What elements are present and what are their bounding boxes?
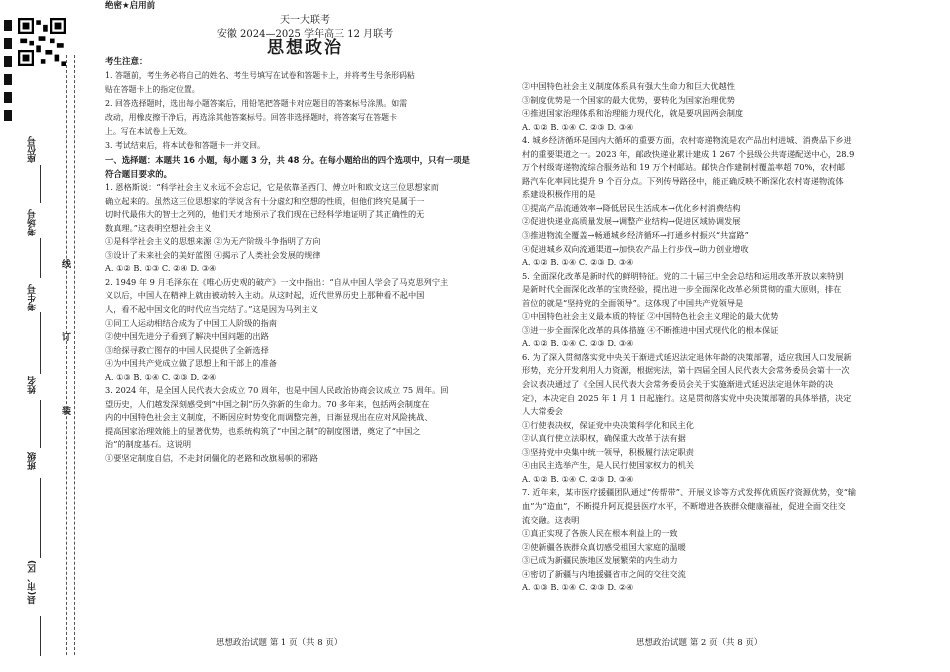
page-footer-right: 思想政治试题 第 2 页（共 8 页） [636, 638, 763, 648]
section-title-cont: 符合题目要求的。 [105, 169, 172, 180]
question-line: 提高国家治理效能上的显著优势，也系统构筑了“中国之制”的制度图谱，奠定了“中国之 [105, 425, 421, 436]
question-line: 定》，本决定自 2025 年 1 月 1 日起施行。这是贯彻落实党中央决策部署的具体举措，决定 [522, 392, 852, 403]
question-line: 4. 城乡经济循环是国内大循环的重要方面，农村寄递物流是农产品出村进城、消费品下乡进 [522, 135, 852, 146]
question-line: 7. 近年来，某市医疗援疆团队通过“传帮带”、开展义诊等方式发挥优质医疗资源优势，变“输 [522, 487, 857, 498]
note-line: 2. 回答选择题时，选出每小题答案后，用铅笔把答题卡对应题目的答案标号涂黑。如需 [105, 99, 407, 109]
note-line: 贴在答题卡上的指定位置。 [105, 85, 200, 95]
page-footer-left: 思想政治试题 第 1 页（共 8 页） [216, 638, 343, 648]
cut-mark-bind: 订 [62, 333, 72, 343]
notes-title: 考生注意： [105, 57, 148, 68]
exam-title: 安徽 2024—2025 学年高三 12 月联考 [216, 28, 394, 40]
name-label: 姓名 [28, 376, 38, 394]
cut-mark-fix: 装 [62, 407, 72, 417]
question-line: ④推进国家治理体系和治理能力现代化，就是要巩固两会制度 [522, 108, 744, 119]
question-line: 路汽车化率同比提升 9 个百分点。下列传导路径中，能正确反映不断深化农村寄递物流体 [522, 175, 844, 186]
question-line: 切时代最伟大的智士之列的，他们天才地预示了我们现在已经科学地证明了其正确性的无 [105, 209, 425, 220]
seat-number-label: 座位号 [28, 136, 38, 163]
question-line: ②认真行使立法职权，确保重大改革于法有据 [522, 433, 686, 444]
note-line: 改动，用橡皮擦干净后，再选涂其他答案标号。回答非选择题时，将答案写在答题卡 [105, 113, 397, 123]
question-line: ②使中国先进分子看到了解决中国问题的出路 [105, 331, 269, 342]
question-line: ①提高产品流通效率→降低居民生活成本→优化乡村消费结构 [522, 202, 741, 213]
stripe-icon [4, 92, 12, 103]
question-line: ③已成为新疆民族地区发展繁荣的内生动力 [522, 555, 678, 566]
page-2-column [522, 80, 932, 595]
question-line: A. ①② B. ①④ C. ②③ D. ③④ [522, 257, 634, 268]
confidential-mark: 绝密★启用前 [105, 1, 156, 11]
question-line: A. ①② B. ①④ C. ②③ D. ③④ [522, 338, 634, 349]
question-line: A. ①② B. ①④ C. ②③ D. ③④ [522, 473, 634, 484]
question-line: ④促进城乡双向流通渠道→加快农产品上行步伐→助力创业增收 [522, 243, 749, 254]
question-line: 1. 恩格斯说：“科学社会主义永远不会忘记，它是依靠圣西门、傅立叶和欧文这三位思想家而 [105, 182, 439, 193]
class-label: 班级 [28, 452, 38, 470]
question-line: 义以后，中国人在精神上就由被动转入主动。从这时起，近代世界历史上那种看不起中国 [105, 290, 425, 301]
question-line: 村的重要渠道之一。2023 年，邮政快递业累计建成 1 267 个县级公共寄递配送中心，28.9 [522, 148, 855, 159]
stripe-icon [4, 74, 12, 85]
question-line: ②使新疆各族群众真切感受祖国大家庭的温暖 [522, 541, 686, 552]
question-line: ①行使表决权，保证党中央决策科学化和民主化 [522, 419, 694, 430]
question-line: 万个村级寄递物流综合服务站和 19 万个村邮站。邮快合作建制村覆盖率超 70%，农村邮 [522, 162, 845, 173]
qr-code-icon [18, 18, 66, 66]
question-line: ③设计了未来社会的美好蓝图 ④揭示了人类社会发展的规律 [105, 249, 321, 260]
exam-room-field[interactable] [40, 238, 41, 278]
question-line: 治”的制度基石。这说明 [105, 439, 192, 450]
student-id-field[interactable] [40, 312, 41, 374]
question-line: A. ①③ B. ①④ C. ②③ D. ②④ [105, 371, 217, 382]
name-field[interactable] [40, 400, 41, 448]
question-line: ①同工人运动相结合成为了中国工人阶级的指南 [105, 317, 277, 328]
question-list-page-1 [105, 181, 505, 465]
binding-strip [0, 0, 92, 672]
note-line: 上。写在本试卷上无效。 [105, 127, 192, 137]
question-list-page-2 [522, 80, 932, 595]
question-line: 会议表决通过了《全国人民代表大会常务委员会关于实施渐进式延迟法定退休年龄的决 [522, 379, 834, 390]
question-line: ④密切了新疆与内地援疆省市之间的交往交流 [522, 568, 686, 579]
question-line: ④为中国共产党成立做了思想上和干部上的准备 [105, 358, 277, 369]
county-label: 县(市、区) [28, 560, 38, 605]
seat-number-field[interactable] [40, 165, 41, 203]
county-field[interactable] [40, 616, 41, 656]
cut-line-outer [66, 55, 67, 655]
exam-room-label: 考场号 [28, 209, 38, 236]
stripe-icon [4, 38, 12, 49]
question-line: 望历史，人们越发深刻感受到“中国之制”历久弥新的生命力。70 多年来，包括两会制度在 [105, 398, 430, 409]
page-1-column [105, 0, 505, 466]
question-line: ①是科学社会主义的思想来源 ②为无产阶级斗争指明了方向 [105, 236, 321, 247]
note-line: 1. 答题前，考生务必将自己的姓名、考生号填写在试卷和答题卡上，并将考生号条形码粘 [105, 71, 415, 81]
stripe-icon [4, 20, 12, 31]
question-line: ④由民主选举产生，是人民行使国家权力的机关 [522, 460, 694, 471]
notes-list [105, 69, 505, 153]
cut-line-inner [74, 55, 75, 655]
question-line: 人，看不起中国文化的时代应当完结了。”这是因为马列主义 [105, 304, 318, 315]
question-line: ③坚持党中央集中统一领导，积极履行法定职责 [522, 446, 694, 457]
question-line: 确立起来的。虽然这三位思想家的学说含有十分虚幻和空想的性质，但他们终究是属于一 [105, 195, 425, 206]
section-title: 一、选择题：本题共 16 小题，每小题 3 分，共 48 分。在每小题给出的四个选项中，只有一项是 [105, 155, 470, 166]
student-id-label: 考生号 [28, 284, 38, 311]
subject-title: 思想政治 [267, 37, 343, 58]
question-line: ②中国特色社会主义制度体系具有强大生命力和巨大优越性 [522, 81, 735, 91]
question-line: ③给探寻救亡图存的中国人民提供了全新选择 [105, 344, 269, 355]
question-line: ③制度优势是一个国家的最大优势，要转化为国家治理优势 [522, 94, 735, 105]
question-line: ②促进快递业高质量发展→调整产业结构→促进区域协调发展 [522, 216, 741, 227]
question-line: 2. 1949 年 9 月毛泽东在《唯心历史观的破产》一文中指出：“自从中国人学会了马克思列宁主 [105, 276, 449, 287]
note-line: 3. 考试结束后，将本试卷和答题卡一并交回。 [105, 141, 265, 151]
question-line: ①要坚定制度自信，不走封闭僵化的老路和改旗易帜的邪路 [105, 453, 318, 464]
question-line: 系建设积极作用的是 [522, 189, 596, 200]
question-line: ①中国特色社会主义最本质的特征 ②中国特色社会主义理论的最大优势 [522, 311, 779, 322]
question-line: ③进一步全面深化改革的具体措施 ④不断推进中国式现代化的根本保证 [522, 324, 779, 335]
question-line: 首位的就是“坚持党的全面领导”。这体现了中国共产党领导是 [522, 297, 744, 308]
question-line: A. ①② B. ①④ C. ②③ D. ③④ [522, 121, 634, 132]
question-line: A. ①③ B. ①④ C. ②③ D. ②④ [522, 582, 634, 593]
stripe-icon [4, 110, 12, 121]
question-line: A. ①② B. ①③ C. ②④ D. ③④ [105, 263, 217, 274]
question-line: 是新时代全面深化改革的宝贵经验，提出进一步全面深化改革必须贯彻的重大原则，排在 [522, 284, 842, 295]
question-line: 形势，充分开发利用人力资源，根据宪法，第十四届全国人民代表大会常务委员会第十一次 [522, 365, 850, 376]
question-line: 5. 全面深化改革是新时代的鲜明特征。党的二十届三中全会总结和运用改革开放以来特别 [522, 270, 844, 281]
question-line: 6. 为了深入贯彻落实党中央关于渐进式延迟法定退休年龄的决策部署，适应我国人口发展新 [522, 351, 852, 362]
question-line: 内的中国特色社会主义制度，不断因应时势变化而调整完善，日渐显现出在应对风险挑战、 [105, 412, 433, 423]
question-line: 人大常委会 [522, 406, 563, 417]
question-line: 3. 2024 年，是全国人民代表大会成立 70 周年，也是中国人民政治协商会议成立 75 周年。回 [105, 385, 449, 396]
question-line: ①真正实现了各族人民在根本利益上的一致 [522, 528, 678, 539]
question-line: ③推进物流全覆盖→畅通城乡经济循环→打通乡村振兴“共富路” [522, 230, 749, 241]
stripe-icon [4, 56, 12, 67]
question-line: 流交融。这表明 [522, 514, 580, 525]
cut-mark-line: 线 [62, 260, 72, 270]
question-line: 血”为“造血”，不断提升阿瓦提县医疗水平，不断增进各族群众健康福祉，促进全面交往交 [522, 500, 846, 511]
question-line: 数真理。”这表明空想社会主义 [105, 222, 212, 233]
class-field[interactable] [40, 478, 41, 558]
org-title: 天一大联考 [280, 14, 330, 26]
